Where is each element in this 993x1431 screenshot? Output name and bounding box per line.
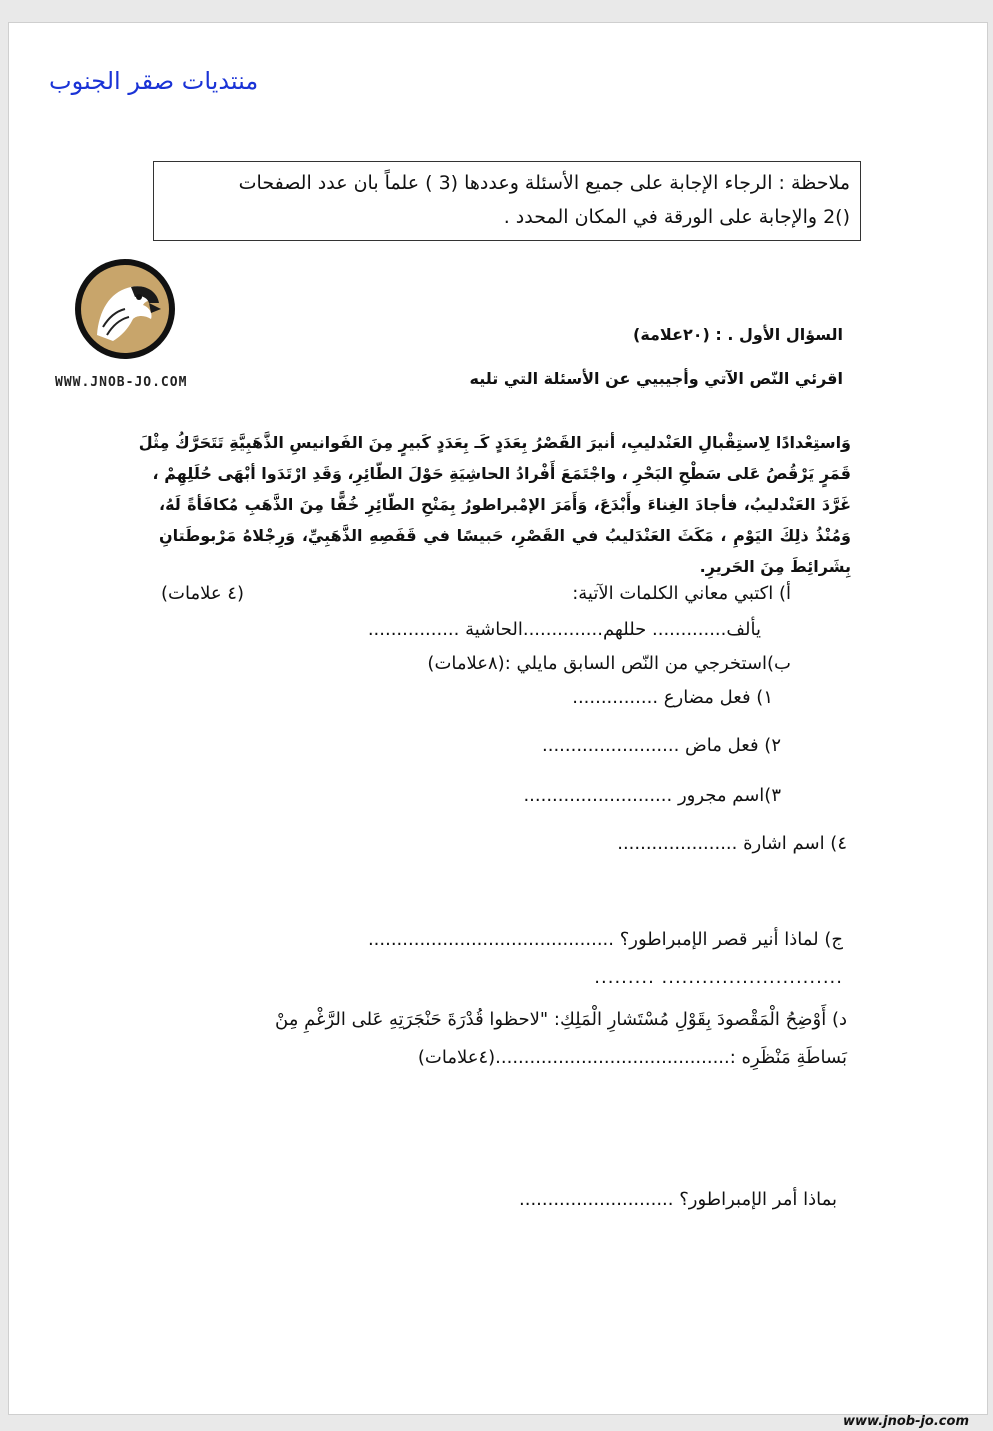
forum-title: منتديات صقر الجنوب [49, 67, 259, 95]
passage-line: وَاستِعْدادًا لِاستِقْبالِ العَنْدليبِ، أنيرَ القَصْرُ بِعَدَدٍ كَـ بِعَدَدٍ كَبيرٍ مِنَ الفَوانيسِ الذَّهَبِيَّةِ تَتَحَرَّكُ مِثْلَ [138, 433, 851, 452]
passage-line: بِشَرائِطَ مِنَ الحَريرِ. [699, 557, 851, 576]
logo-url: WWW.JNOB-JO.COM [55, 375, 188, 390]
note-box [153, 161, 861, 241]
passage-line: قَمَرٍ يَرْقُصُ عَلى سَطْحِ البَحْرِ ، واجْتَمَعَ أَفْرادُ الحاشِيَةِ حَوْلَ الطّائِرِ، وَقَدِ ارْتَدَوا أبْهَى حُلَلِهِمْ ، [152, 464, 851, 483]
part-b-label: ب)استخرجي من النّص السابق مايلي :(٨علامات) [427, 653, 791, 674]
part-e-question: بماذا أمر الإمبراطور؟ ........................... [519, 1189, 837, 1210]
part-c-continuation: ........................... ......... [594, 967, 843, 988]
passage-line: وَمُنْذُ ذلِكَ اليَوْمِ ، مَكَثَ العَنْدَليبُ في القَصْرِ، حَبيسًا في قَفَصِهِ الذَّهَبِيِّ، وَرِجْلاهُ مَرْبوطَتانِ [159, 526, 851, 545]
part-b-item-3: ٣)اسم مجرور .......................... [523, 785, 781, 806]
exam-page [8, 22, 988, 1415]
question-1-instruction: اقرئي النّص الآتي وأجيبيي عن الأسئلة التي تليه [469, 369, 843, 388]
passage-line: غَرَّدَ العَنْدليبُ، فأجادَ الغِناءَ وأَبْدَعَ، وَأَمَرَ الإمْبراطورُ بِمَنْحِ الطّائِرِ خُفًّا مِنَ الذَّهَبِ مُكافَأةً لَهُ، [159, 495, 851, 514]
part-a-words: يألف............. حللهم..............الحاشية ................ [367, 619, 761, 640]
note-line-2: ()2 والإجابة على الورقة في المكان المحدد . [503, 206, 850, 228]
part-c-question: ج) لماذا أنير قصر الإمبراطور؟ ........................................... [367, 929, 843, 950]
part-b-item-1: ١) فعل مضارع ............... [572, 687, 773, 708]
part-d-line-2: بَساطَةِ مَنْظَرِه :.........................................(٤علامات) [417, 1047, 847, 1068]
part-a-marks: (٤ علامات) [161, 583, 244, 604]
footer-url: www.jnob-jo.com [843, 1414, 969, 1429]
eagle-logo-icon [73, 257, 177, 361]
part-a-label: أ) اكتبي معاني الكلمات الآتية: [572, 583, 791, 604]
question-1-heading: السؤال الأول . : (٢٠علامة) [633, 325, 843, 344]
part-d-line-1: د) أَوْضِحُ الْمَقْصودَ بِقَوْلِ مُسْتَشارِ الْمَلِكِ: "لاحظوا قُدْرَةَ حَنْجَرَتِهِ عَلى الرَّغْمِ مِنْ [275, 1009, 847, 1030]
part-b-item-4: ٤) اسم اشارة ..................... [617, 833, 847, 854]
note-line-1: ملاحظة : الرجاء الإجابة على جميع الأسئلة وعددها (3 ) علماً بان عدد الصفحات [238, 172, 850, 194]
part-b-item-2: ٢) فعل ماض ........................ [542, 735, 781, 756]
reading-passage [138, 427, 851, 582]
